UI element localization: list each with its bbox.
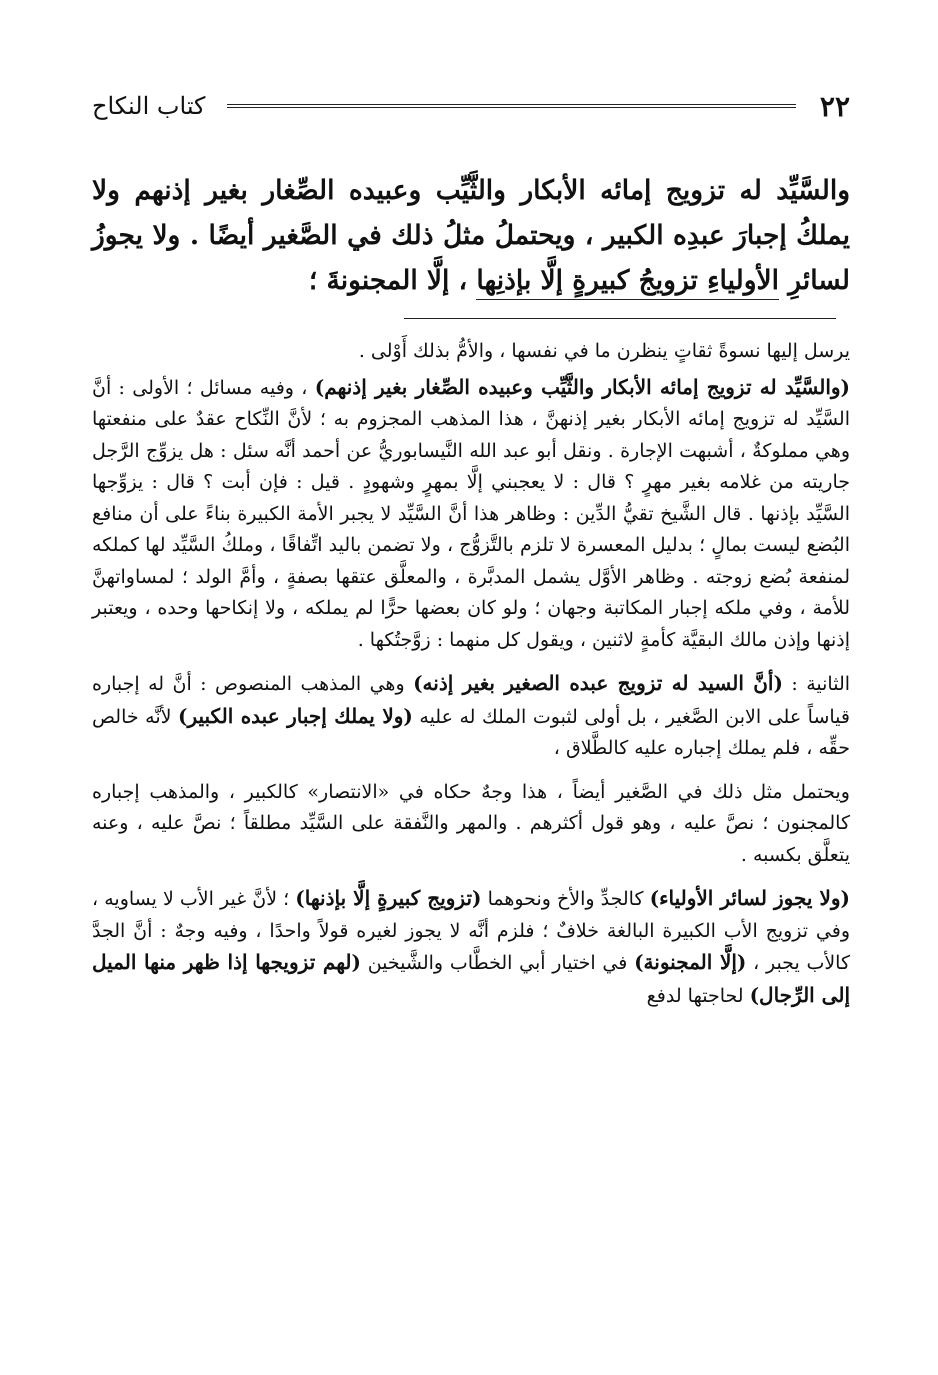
commentary-text: في اختيار أبي الخطَّاب والشَّيخين: [361, 952, 635, 974]
quoted-matn: (والسَّيِّد له تزويج إمائه الأبكار والثَّيِّب وعبيده الصِّغار بغير إذنهم): [314, 374, 850, 399]
commentary-paragraph: [92, 372, 850, 657]
book-title: كتاب النكاح: [92, 92, 206, 120]
main-text-part-2: ، إلَّا المجنونةَ ؛: [308, 265, 477, 296]
quoted-matn: (إلَّا المجنونة): [634, 950, 747, 974]
commentary-text: ويحتمل مثل ذلك في الصَّغير أيضاً ، هذا وجهٌ حكاه في «الانتصار» كالكبير ، والمذهب إجباره كالمجنون ؛ نصَّ عليه ، وهو قول أكثرهم . والمهر والنَّفقة على السَّيِّد مطلقاً ؛ نصَّ عليه ، وعنه يتعلَّق بكسبه .: [92, 780, 850, 866]
commentary-text: لأنَّه خالص حقِّه ، فلم يملك إجباره عليه كالطَّلاق ،: [92, 705, 850, 759]
commentary-paragraph: [92, 777, 850, 872]
quoted-matn: (ولا يملك إجبار عبده الكبير): [177, 703, 413, 728]
commentary-text: لحاجتها لدفع: [646, 984, 750, 1007]
commentary-text: كالجدِّ والأخ ونحوهما: [481, 888, 650, 910]
main-text: [92, 168, 850, 303]
commentary-paragraph: [92, 336, 850, 368]
commentary-paragraph: [92, 668, 850, 765]
commentary-paragraph: [92, 883, 850, 1012]
quoted-matn: (أنَّ السيد له تزويج عبده الصغير بغير إذنه): [413, 671, 783, 695]
commentary-text: وهي المذهب المنصوص : أنَّ له إجباره قياساً على الابن الصَّغير ، بل أولى لثبوت الملك له عليه: [92, 673, 850, 728]
commentary-text: ، وفيه مسائل ؛ الأولى : أنَّ السَّيِّد له تزويج إمائه الأبكار بغير إذنهنَّ ، هذا المذهب المجزوم به ؛ لأنَّ النِّكاح عقدٌ على منفعتها وهي مملوكةٌ ، أشبهت الإجارة . ونقل أبو عبد الله النَّيسابوريُّ عن أحمد أنَّه سئل : هل يزوِّج الرَّجل جاريته من غلامه بغير مهرٍ ؟ قال : لا يعجبني إلَّا بمهرٍ وشهودٍ . قيل : فإن أبت ؟ قال : يزوِّجها السَّيِّد بإذنها . قال الشَّيخ تقيُّ الدِّين : وظاهر هذا أنَّ السَّيِّد لا يجبر الأمة الكبيرة بناءً على أن منافع البُضع ليست بمالٍ ؛ بدليل المعسرة لا تلزم بالتَّزوُّج ، ولا تضمن باليد اتِّفاقًا ، وملكُ السَّيِّد لها كملكه لمنفعة بُضع زوجته . وظاهر الأوَّل يشمل المدبَّرة ، والمعلَّق عتقها بصفةٍ ، وأمَّ الولد ؛ لمساواتهنَّ للأمة ، وفي ملكه إجبار المكاتبة وجهان ؛ ولو كان بعضها حرًّا لم يملكه ، ولا إنكاحها وحده ، ويعتبر إذنها وإذن مالك البقيَّة كأمةٍ لاثنين ، ويقول كل منهما : زوَّجتُكها .: [92, 376, 850, 651]
main-text-underlined: الأولياءِ تزويجُ كبيرةٍ إلَّا بإذنِها: [476, 265, 779, 300]
commentary-text: ؛ لأنَّ غير الأب لا يساويه ، وفي تزويج الأب الكبيرة البالغة خلافٌ ؛ فلزم أنَّه لا يجوز لغيره قولاً واحدًا ، وفيه وجهٌ : أنَّ الجدَّ كالأب يجبر ،: [92, 888, 851, 974]
commentary: [92, 336, 850, 1024]
quoted-matn: (ولا يجوز لسائر الأولياء): [649, 886, 850, 910]
quoted-matn: (لهم تزويجها إذا ظهر منها الميل إلى الرِّجال): [92, 950, 850, 1007]
header-rule: [227, 104, 795, 108]
commentary-text: يرسل إليها نسوةً ثقاتٍ ينظرن ما في نفسها ، والأمُّ بذلك أَوْلى .: [358, 340, 850, 362]
running-header: [92, 84, 850, 128]
commentary-text: الثانية :: [782, 673, 851, 695]
page-number: ٢٢: [819, 89, 850, 123]
quoted-matn: (تزويج كبيرةٍ إلَّا بإذنها): [295, 886, 482, 910]
main-text-part-1: والسَّيِّد له تزويج إمائه الأبكار والثَّيِّب وعبيده الصِّغار بغير إذنهم ولا يملكُ إجبارَ عبدِه الكبير ، ويحتملُ مثلُ ذلك في الصَّغير أيضًا . ولا يجوزُ لسائرِ: [92, 175, 850, 296]
footnote-separator: [404, 318, 836, 319]
